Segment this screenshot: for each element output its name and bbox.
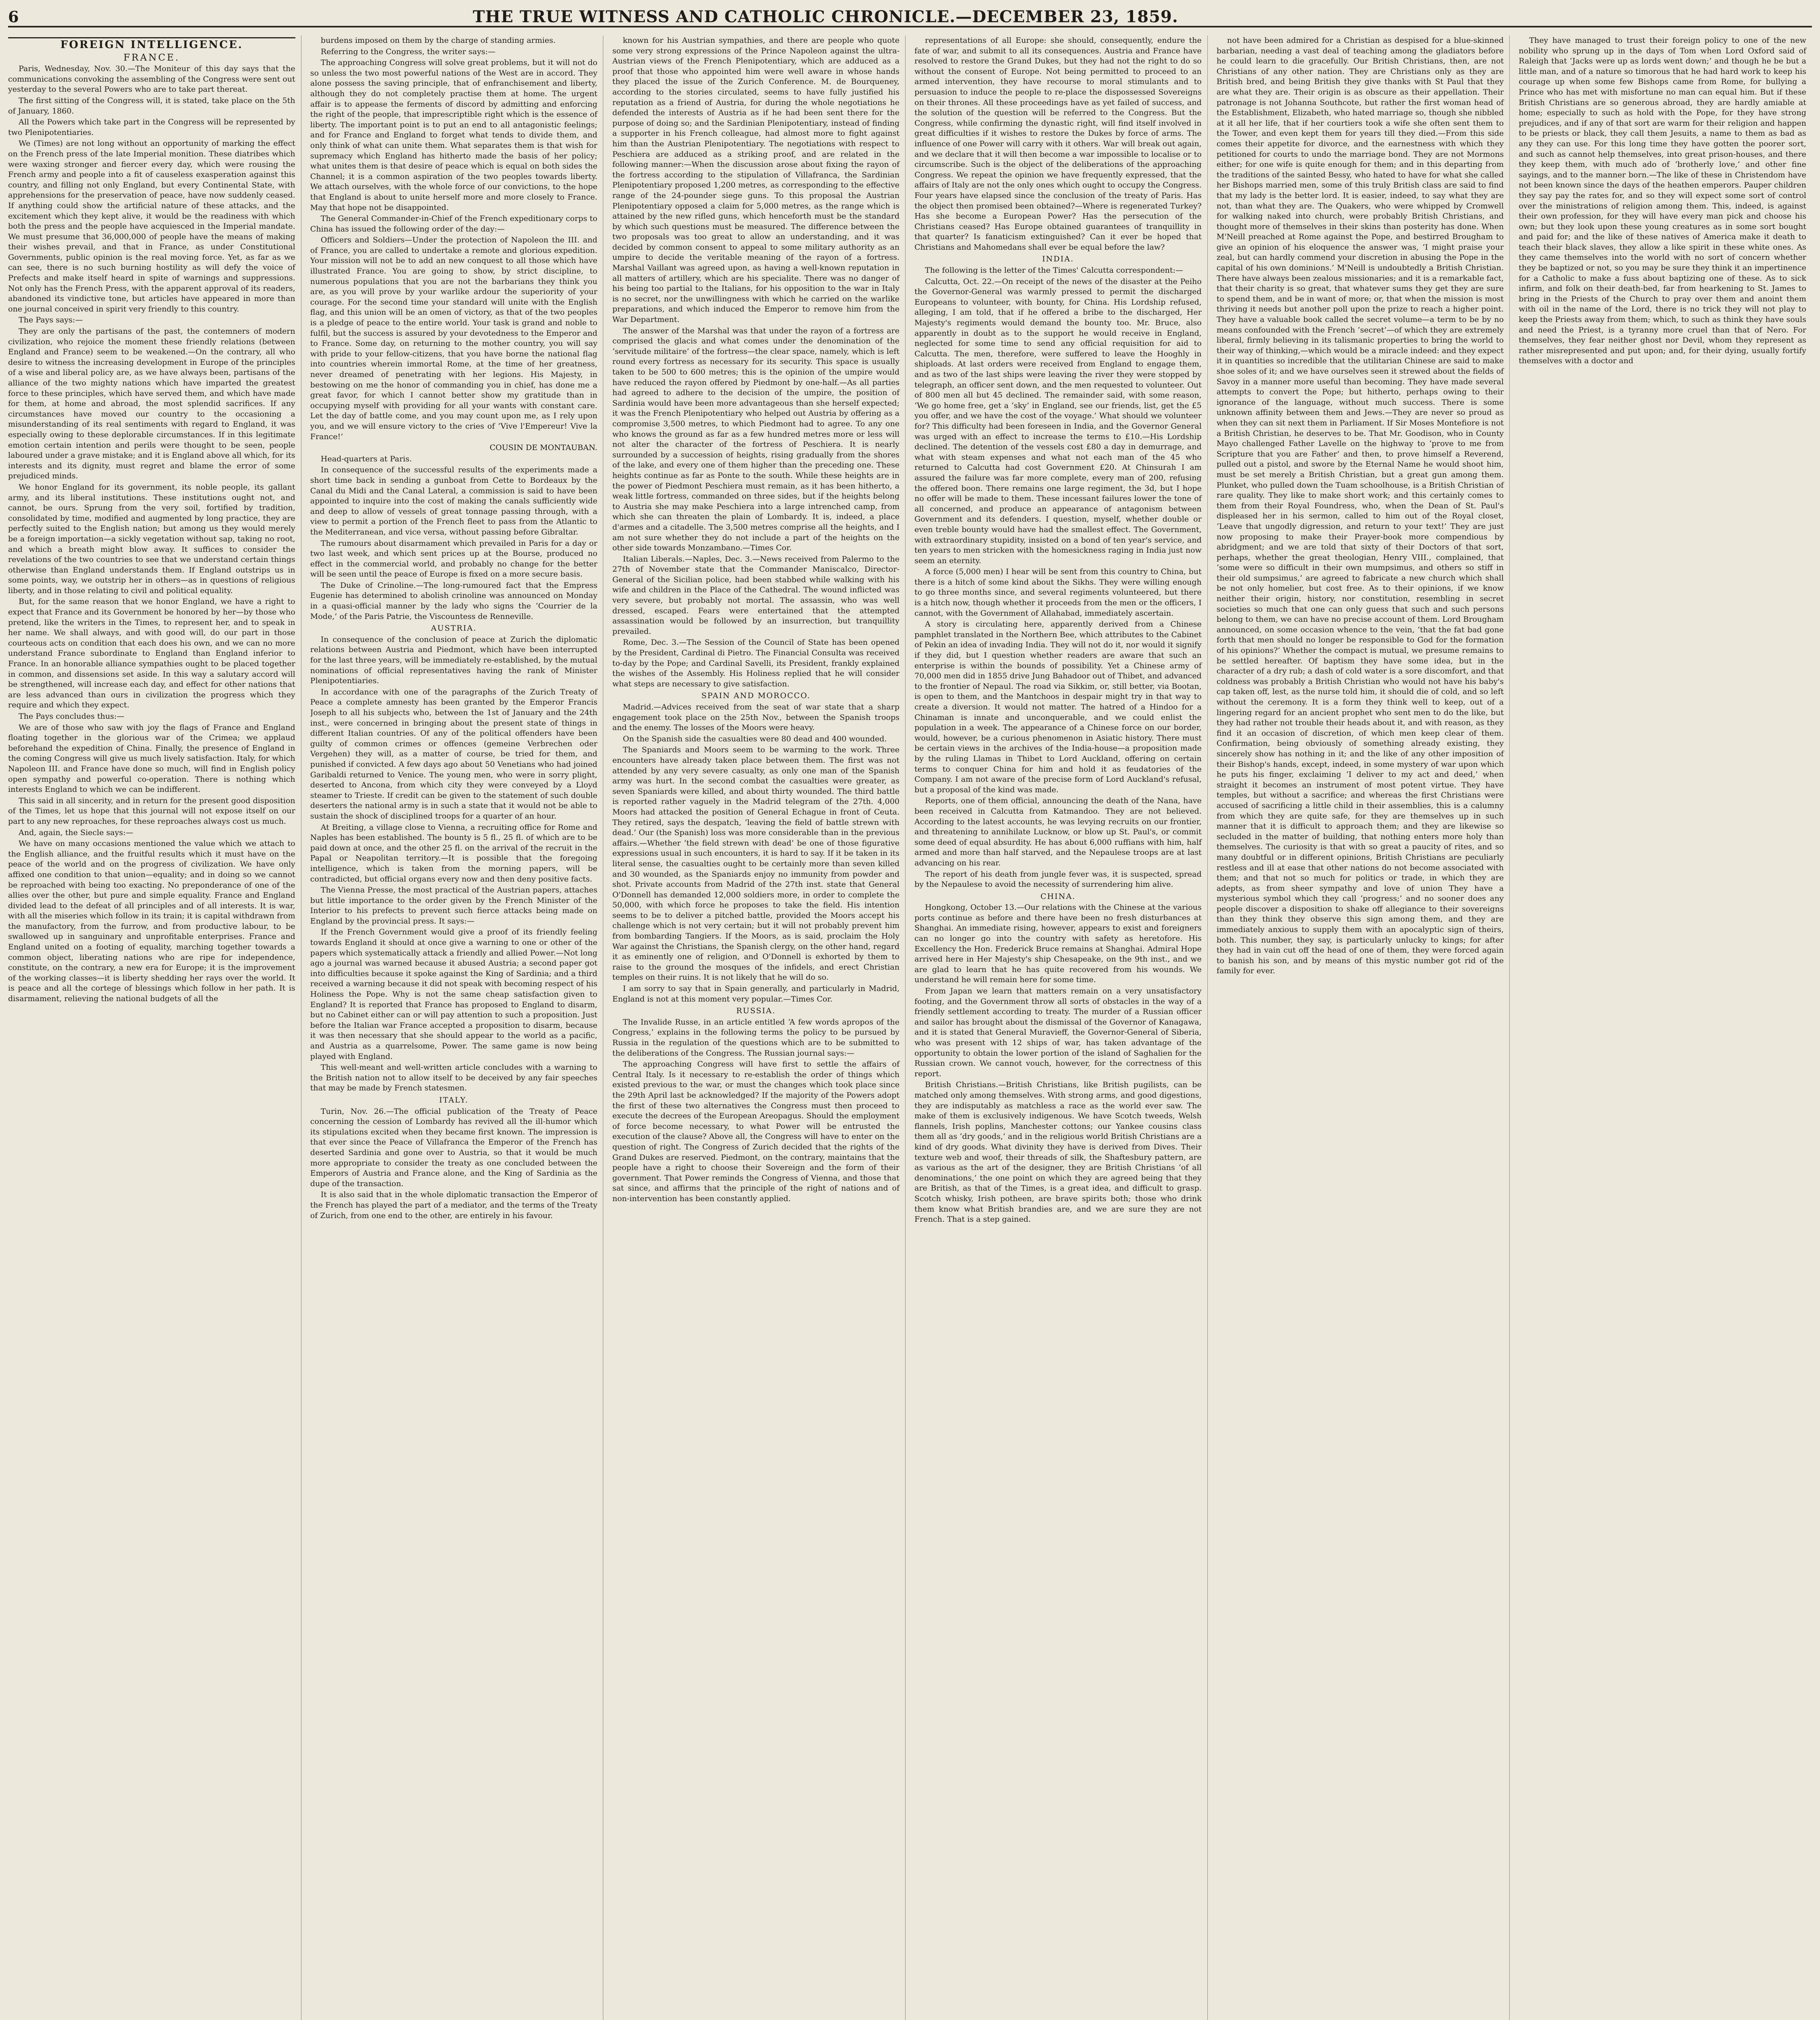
article-paragraph: We are of those who saw with joy the flags of France and England floating together in the glorious war of the Crimea; we applaud beforehand the expedition of China. Finally, the presence of England in the coming Congress will give us much lively satisfaction. Italy, for which Napoleon III. and France have done so much, will find in English policy open sympathy and powerful co-operation. There is nothing which interests England to which we can be indifferent.	[8, 723, 295, 794]
article-paragraph: I am sorry to say that in Spain generally, and particularly in Madrid, England is not at this moment very popular.—Times Cor.	[612, 984, 899, 1004]
article-paragraph: They have managed to trust their foreign policy to one of the new nobility who sprung up in the days of Tom when Lord Oxford said of Raleigh that ‘Jacks were up as lords went down;’ and though he be but a little man, and of a nature so timorous that he had hard work to keep his courage up when some few Bishops came from Rome, for bullying a Prince who has met with misfortune no man can equal him. But if these British Christians are so generous abroad, they are hardly amiable at home; especially to such as hold with the Pope, for they have strong prejudices, and if any of that sort are warm for their religion and happen to be priests or black, they call them Jesuits, a name to them as bad as any they can use. For this long time they have gotten the poorer sort, and such as cannot help themselves, into great prison-houses, and there they keep them, with much ado of ‘brotherly love,’ and other fine sayings, and to the manner born.—The like of these in Christendom have not been known since the days of the heathen emperors. Pauper children they say pay the rates for, and so they will expect some sort of control over the ministrations of religion among them. This, indeed, is against their own profession, for they will have every man pick and choose his own; but they look upon these young creatures as in some sort bought and paid for; and the like of these natives of America make it death to teach their black slaves, they allow a like spirit in these white ones. As they came themselves into the world with no sort of concern whether they be baptized or not, so you may be sure they think it an impertinence for a Catholic to make a fuss about baptizing one of these. As to sick infirm, and folk on their death-bed, far from hearkening to St. James to bring in the Priests of the Church to pray over them and anoint them with oil in the name of the Lord, there is no trick they will not play to keep the Priests away from them; which, to such as think they have souls and need the Priest, is a tyranny more cruel than that of Nero. For themselves, they fear neither ghost nor Devil, whom they represent as rather misrepresented and put upon; and, for their dying, usually fortify themselves with a doctor and	[1519, 36, 1806, 366]
subheading: AUSTRIA.	[431, 624, 477, 633]
column-4	[914, 36, 1208, 2020]
article-paragraph: The General Commander-in-Chief of the French expeditionary corps to China has issued the following order of the day:—	[310, 214, 598, 234]
article-paragraph: The Pays concludes thus:—	[19, 712, 124, 721]
subheading: SPAIN AND MOROCCO.	[701, 691, 811, 701]
article-paragraph: Reports, one of them official, announcing the death of the Nana, have been received in Calcutta from Katmandoo. They are not believed. According to the latest accounts, he was levying recruits on our frontier, and threatening to annihilate Lucknow, or blow up St. Paul's, or commit some deed of equal absurdity. He has about 6,000 ruffians with him, half armed and more than half starved, and the Nepaulese troops are at last advancing on his rear.	[914, 796, 1202, 867]
article-paragraph: The report of his death from jungle fever was, it is suspected, spread by the Nepaulese to avoid the necessity of surrendering him alive.	[914, 869, 1202, 889]
article-paragraph: COUSIN DE MONTAUBAN.	[489, 443, 598, 452]
page-header	[8, 7, 1812, 27]
article-paragraph: Head-quarters at Paris.	[320, 454, 412, 463]
article-paragraph: But, for the same reason that we honor England, we have a right to expect that France and its Government be honored by her—by those who pretend, like the writers in the Times, to represent her, and to speak in her name. We shall always, and with good will, do our part in those courteous acts on condition that each does his own, and we can no more understand France subordinate to England than England inferior to France. In an honorable alliance sympathies ought to be placed together in common, and dissensions set aside. In this way a salutary accord will be strengthened, will increase each day, and effect for other nations that are less advanced than ours in civilization the progress which they require and which they expect.	[8, 597, 295, 710]
article-paragraph: Madrid.—Advices received from the seat of war state that a sharp engagement took place on the 25th Nov., between the Spanish troops and the enemy. The losses of the Moors were heavy.	[612, 703, 899, 732]
article-paragraph: The answer of the Marshal was that under the rayon of a fortress are comprised the glacis and what comes under the denomination of the ‘servitude militaire’ of the fortress—the clear space, namely, which is left round every fortress as necessary for its security. This space is usually taken to be 500 to 600 metres; this is the opinion of the umpire would have reduced the rayon offered by Piedmont by one-half.—As all parties had agreed to adhere to the decision of the umpire, the position of Sardinia would have been more advantageous than she herself expected; it was the French Plenipotentiary who helped out Austria by offering as a compromise 3,500 metres, to which Piedmont had to agree. To any one who knows the ground as far as a few hundred metres more or less will not alter the character of the fortress of Peschiera. It is nearly surrounded by a succession of heights, rising gradually from the shores of the lake, and every one of them higher than the preceding one. These heights continue as far as Ponte to the south. While these heights are in the power of Piedmont Peschiera must remain, as it has been hitherto, a weak little fortress, commanded on three sides, but if the heights belong to Austria she may make Peschiera into a large intrenched camp, from which she can threaten the plain of Lombardy. It is, indeed, a place d'armes and a citadelle. The 3,500 metres comprise all the heights, and I am not sure whether they do not include a part of the heights on the other side towards Monzambano.—Times Cor.	[612, 326, 899, 553]
article-paragraph: All the Powers which take part in the Congress will be represented by two Plenipotentiaries.	[8, 118, 295, 137]
columns	[8, 36, 1812, 2020]
page-number: 6	[8, 7, 19, 26]
article-paragraph: Officers and Soldiers—Under the protection of Napoleon the III. and of France, you are called to undertake a remote and glorious expedition. Your mission will not be to add an new conquest to all those which have illustrated France. You are going to show, by strict discipline, to numerous populations that you are not the barbarians they think you are, as you will prove by your warlike ardour the superiority of your courage. For the second time your standard will unite with the English flag, and this union will be an omen of victory, as that of the two peoples is a pledge of peace to the entire world. Your task is grand and noble to fulfil, but the success is assured by your devotedness to the Emperor and to France. Some day, on returning to the mother country, you will say with pride to your fellow-citizens, that you have borne the national flag into countries wherein immortal Rome, at the time of her greatness, never dreamed of penetrating with her legions. His Majesty, in bestowing on me the honor of commanding you in chief, has done me a great favor, for which I cannot better show my gratitude than in occupying myself with providing for all your wants with constant care. Let the day of battle come, and you may count upon me, as I rely upon you, and we will ensure victory to the cries of ‘Vive l'Empereur! Vive la France!’	[310, 236, 598, 441]
running-title: THE TRUE WITNESS AND CATHOLIC CHRONICLE.—DECEMBER 23, 1859.	[473, 7, 1178, 26]
article-paragraph: If the French Government would give a proof of its friendly feeling towards England it should at once give a warning to one or other of the papers which systematically attack a friendly and allied Power.—Not long ago a journal was warned because it abused Austria; a second paper got into difficulties because it spoke against the King of Sardinia; and a third received a warning because it did not speak with becoming respect of his Holiness the Pope. Why is not the same cheap satisfaction given to England? It is reported that France has proposed to England to disarm, but no Cabinet either can or will pay attention to such a proposition. Just before the Italian war France accepted a proposition to disarm, because it was then necessary that she should appear to the world as a pacific, and Austria as a quarrelsome, Power. The same game is now being played with England.	[310, 928, 598, 1061]
article-paragraph: In consequence of the successful results of the experiments made a short time back in sending a gunboat from Cette to Bordeaux by the Canal du Midi and the Canal Lateral, a commission is said to have been appointed to inquire into the cost of making the canals sufficiently wide and deep to allow of vessels of great tonnage passing through, with a view to permit a portion of the French fleet to pass from the Atlantic to the Mediterranean, and vice versa, without passing before Gibraltar.	[310, 465, 598, 537]
subheading: ITALY.	[439, 1095, 469, 1105]
article-paragraph: A force (5,000 men) I hear will be sent from this country to China, but there is a hitch of some kind about the Sikhs. They were willing enough to go three months since, and several regiments volunteered, but there is a hitch now, though whether it proceeds from the men or the officers, I cannot, with the Government of Allahabad, immediately ascertain.	[914, 567, 1202, 618]
article-paragraph: representations of all Europe: she should, consequently, endure the fate of war, and submit to all its consequences. Austria and France have resolved to restore the Grand Dukes, but they had not the right to do so without the consent of Europe. Not being permitted to proceed to an armed intervention, they have recourse to moral stimulants and to persuasion to induce the people to re-place the dispossessed Sovereigns on their thrones. All these proceedings have as yet failed of success, and the solution of the question will be referred to the Congress. But the Congress, while confirming the dynastic right, will find itself involved in great difficulties if it wishes to restore the Dukes by force of arms. The influence of one Power will carry with it others. War will break out again, and we declare that it will then become a war impossible to localise or to circumscribe. Such is the object of the deliberations of the approaching Congress. We repeat the opinion we have frequently expressed, that the affairs of Italy are not the only ones which ought to occupy the Congress. Four years have elapsed since the conclusion of the treaty of Paris. Has the object then promised been obtained?—Where is regenerated Turkey? Has she become a European Power? Has the persecution of the Christians ceased? Has Europe obtained guarantees of tranquillity in that quarter? Is fanaticism extinguished? Can it ever be hoped that Christians and Mahomedans shall ever be equal before the law?	[914, 36, 1202, 252]
article-paragraph: The Pays says:—	[19, 316, 83, 325]
article-paragraph: known for his Austrian sympathies, and there are people who quote some very strong expressions of the Prince Napoleon against the ultra-Austrian views of the French Plenipotentiary, which are adduced as a proof that those who appointed him were well aware in whose hands they placed the issue of the Zurich Conference. M. de Bourqueney, according to the stories circulated, seems to have fully justified his reputation as a friend of Austria, for during the whole negotiations he defended the interests of Austria as if he had been sent there for the purpose of doing so; and the Sardinian Plenipotentiary, instead of finding a supporter in his French colleague, had almost more to fight against him than the Austrian Plenipotentiary. The negotiations with respect to Peschiera are adduced as a striking proof, and are related in the following manner:—When the discussion arose about fixing the rayon of the fortress according to the stipulation of Villafranca, the Sardinian Plenipotentiary proposed 1,200 metres, as corresponding to the effective range of the 24-pounder siege guns. To this proposal the Austrian Plenipotentiary opposed a claim for 5,000 metres, as the range which is attained by the new rifled guns, which henceforth must be the standard by which such questions must be measured. The difference between the two proposals was too great to allow an understanding, and it was decided by common consent to appeal to some military authority as an umpire to decide the veritable meaning of the rayon of a fortress. Marshal Vaillant was agreed upon, as having a well-known reputation in all matters of artillery, which are his specialite. There was no danger of his being too partial to the Italians, for his opposition to the war in Italy is no secret, nor the unwillingness with which he carried on the warlike preparations, and which induced the Emperor to remove him from the War Department.	[612, 36, 899, 324]
article-paragraph: Calcutta, Oct. 22.—On receipt of the news of the disaster at the Peiho the Governor-General was warmly pressed to permit the discharged Europeans to volunteer, with bounty, for China. His Lordship refused, alleging, I am told, that if he offered a bribe to the discharged, Her Majesty's regiments would demand the bounty too. Mr. Bruce, also apparently in doubt as to the support he would receive in England, neglected for some time to send any official requisition for aid to Calcutta. The men, therefore, were suffered to leave the Hooghly in shiploads. At last orders were received from England to engage them, and as two of the last ships were leaving the river they were stopped by telegraph, an officer sent down, and the men requested to volunteer. Out of 800 men all but 45 declined. The remainder said, with some reason, ‘We go home free, get a ‘sky’ in England, see our friends, list, get the £5 you offer, and we have the cost of the voyage.’ What should we volunteer for? This difficulty had been foreseen in India, and the Governor General was urged with an effect to increase the terms to £10.—His Lordship declined. The detention of the vessels cost £80 a day in demurrage, and what with steam expenses and what not each man of the 45 who returned to Calcutta had cost Government £20. At Chinsurah I am assured the failure was far more complete, every man of 200, refusing the offered boon. There remains one large regiment, the 3d, but I hope no offer will be made to them. These incessant failures lower the tone of all concerned, and produce an appearance of antagonism between Government and its defenders. I question, myself, whether double or even treble bounty would have had the smallest effect. The Government, with extraordinary stupidity, insisted on a bond of ten year's service, and ten years to men stricken with the homesickness raging in India just now seem an eternity.	[914, 277, 1202, 565]
article-paragraph: In consequence of the conclusion of peace at Zurich the diplomatic relations between Austria and Piedmont, which have been interrupted for the last three years, will be immediately re-established, by the mutual nominations of official representatives having the rank of Minister Plenipotentiaries.	[310, 635, 598, 686]
article-paragraph: The Invalide Russe, in an article entitled ‘A few words apropos of the Congress,’ explains in the following terms the policy to be pursued by Russia in the regulation of the questions which are to be submitted to the deliberations of the Congress. The Russian journal says:—	[612, 1017, 899, 1058]
article-paragraph: We honor England for its government, its noble people, its gallant army, and its liberal institutions. These institutions ought not, and cannot, be ours. Sprung from the very soil, fortified by tradition, consolidated by time, modified and augmented by long practice, they are perfectly suited to the English nation; but among us they would merely be a foreign importation—a sickly vegetation without sap, taking no root, and which a breath might blow away. It suffices to consider the revelations of the two countries to see that we understand certain things otherwise than England understands them. If England outstrips us in some points, way, we outstrip her in others—as in questions of religious liberty, and in those relating to civil and political equality.	[8, 482, 295, 595]
article-paragraph: Referring to the Congress, the writer says:—	[320, 47, 496, 56]
article-paragraph: And, again, the Siecle says:—	[19, 828, 133, 837]
article-paragraph: At Breiting, a village close to Vienna, a recruiting office for Rome and Naples has been established. The bounty is 5 fl., 25 fl. of which are to be paid down at once, and the other 25 fl. on the arrival of the recruit in the Papal or Neapolitan territory.—It is possible that the foregoing intelligence, which is taken from the morning papers, will be contradicted, but official organs every now and then deny positive facts.	[310, 823, 598, 884]
article-paragraph: It is also said that in the whole diplomatic transaction the Emperor of the French has played the part of a mediator, and the terms of the Treaty of Zurich, from one end to the other, are entirely in his favour.	[310, 1190, 598, 1220]
column-5	[1217, 36, 1510, 2020]
article-paragraph: From Japan we learn that matters remain on a very unsatisfactory footing, and the Government throw all sorts of obstacles in the way of a friendly settlement according to treaty. The murder of a Russian officer and sailor has brought about the dismissal of the Governor of Kanagawa, and it is stated that General Muravieff, the Governor-General of Siberia, who was present with 12 ships of war, has taken advantage of the opportunity to obtain the lower portion of the island of Saghalien for the Russian crown. We cannot vouch, however, for the correctness of this report.	[914, 987, 1202, 1078]
article-paragraph: The following is the letter of the Times' Calcutta correspondent:—	[925, 266, 1183, 275]
article-paragraph: In accordance with one of the paragraphs of the Zurich Treaty of Peace a complete amnesty has been granted by the Emperor Francis Joseph to all his subjects who, between the 1st of January and the 24th inst., were concerned in bringing about the present state of things in different Italian countries. Of any of the political offenders have been guilty of common crimes or offences (gemeine Verbrechen oder Vergehen) they will, as a matter of course, be tried for them, and punished if convicted. A few days ago about 50 Venetians who had joined Garibaldi returned to Venice. The young men, who were in sorry plight, deserted to Ancona, from which city they were conveyed by a Lloyd steamer to Trieste. If credit can be given to the statement of such double deserters the national army is in such a state that it would not be able to sustain the shock of disciplined troops for a quarter of an hour.	[310, 687, 598, 821]
section-heading: FOREIGN INTELLIGENCE.	[8, 37, 295, 50]
column-6	[1519, 36, 1812, 2020]
article-paragraph: Hongkong, October 13.—Our relations with the Chinese at the various ports continue as before and there have been no fresh disturbances at Shanghai. An immediate rising, however, appears to exist and foreigners can no longer go into the country with safety as heretofore. His Excellency the Hon. Frederick Bruce remains at Shanghai. Admiral Hope arrived here in Her Majesty's ship Chesapeake, on the 9th inst., and we are glad to learn that he has quite recovered from his wounds. We understand he will remain here for some time.	[914, 903, 1202, 985]
article-paragraph: The Spaniards and Moors seem to be warming to the work. Three encounters have already taken place between them. The first was not attended by any very severe casualty, as only one man of the Spanish army was hurt. In the second combat the casualties were greater, as seven Spaniards were killed, and about thirty wounded. The third battle is reported rather vaguely in the Madrid telegram of the 27th. 4,000 Moors had attacked the position of General Echague in front of Ceuta. They retired, says the despatch, ‘leaving the field of battle strewn with dead.’ Our (the Spanish) loss was more considerable than in the previous affairs.—Whether ‘the field strewn with dead’ be one of those figurative expressions usual in such encounters, it is hard to say. If it be taken in its literal sense, the casualties ought to be certainly more than seven killed and 30 wounded, as the Spaniards enjoy no immunity from powder and shot. Private accounts from Madrid of the 27th inst. state that General O'Donnell has demanded 12,000 soldiers more, in order to complete the 50,000, with which force he proposes to take the field. His intention seems to be to deliver a pitched battle, provided the Moors accept his challenge which is not very certain; but it will not probably prevent him from bombarding Tangiers. If the Moors, as is said, proclaim the Holy War against the Christians, the Spanish clergy, on the other hand, regard it as eminently one of religion, and O'Donnell is exhorted by them to raise to the ground the mosques of the infidels, and erect Christian temples on their ruins. It is not likely that he will do so.	[612, 745, 899, 982]
article-paragraph: The rumours about disarmament which prevailed in Paris for a day or two last week, and which sent prices up at the Bourse, produced no effect in the commercial world, and probably no change for the better will be seen until the peace of Europe is fixed on a more secure basis.	[310, 539, 598, 579]
article-paragraph: We (Times) are not long without an opportunity of marking the effect on the French press of the late Imperial monition. These diatribes which were waxing stronger and fiercer every day, which were rousing the French army and people into a fit of causeless exasperation against this country, and filling not only England, but every Continental State, with apprehensions for the preservation of peace, have now suddenly ceased. If anything could show the artificial nature of these attacks, and the excitement which they kept alive, it would be the readiness with which both the press and the people have acquiesced in the Imperial mandate. We must presume that 36,000,000 of people have the means of making their wishes prevail, and that in France, as under Constitutional Governments, public opinion is the real moving force. Yet, as far as we can see, there is no such burning hostility as will defy the voice of Prefects and make itself heard in spite of warnings and suppressions. Not only has the French Press, with the apparent approval of its readers, abandoned its vindictive tone, but articles have appeared in more than one journal conceived in spirit very friendly to this country.	[8, 139, 295, 314]
article-paragraph: The approaching Congress will solve great problems, but it will not do so unless the two most powerful nations of the West are in accord. They alone possess the saving principle, that of enfranchisement and liberty, although they do not completely practise them at home. The urgent affair is to appease the ferments of discord by admitting and enforcing the right of the people, that imprescriptible right which is the essence of liberty. The important point is to put an end to all antagonistic feelings; and for France and England to forget what tends to divide them, and only think of what can unite them. What separates them is that wish for supremacy which England has hitherto made the basis of her policy; what unites them is that desire of peace which is equal on both sides the Channel; it is a common aspiration of the two peoples towards liberty. We attach ourselves, with the whole force of our convictions, to the hope that England is about to unite herself more and more closely to France. May that hope not be disappointed.	[310, 58, 598, 212]
article-paragraph: burdens imposed on them by the charge of standing armies.	[320, 36, 556, 45]
article-paragraph: We have on many occasions mentioned the value which we attach to the English alliance, and the fruitful results which it must have on the peace of the world and on the progress of civilization. We have only affixed one condition to that union—equality; and in doing so we cannot be reproached with being too exacting. No preponderance of one of the allies over the other, but pure and simple equality. France and England divided lead to the defeat of all principles and of all interests. It is war, with all the miseries which follow in its train; it is capital withdrawn from the manufactory, from the furrow, and from productive labour, to be swallowed up in sanguinary and unprofitable enterprises. France and England united on a footing of equality, marching together towards a common object, liberating nations who are ripe for independence, constitute, on the contrary, a new era for Europe; it is the improvement of the working classes—it is liberty shedding her rays over the world. It is peace and all the cortege of blessings which follow in her path. It is disarmament, relieving the national budgets of all the	[8, 839, 295, 1004]
article-paragraph: This well-meant and well-written article concludes with a warning to the British nation not to allow itself to be deceived by any fair speeches that may be made by French statesmen.	[310, 1063, 598, 1093]
article-paragraph: not have been admired for a Christian as despised for a blue-skinned barbarian, needing a vast deal of teaching among the gladiators before he could learn to die gracefully. Our British Christians, then, are not Christians of any other nation. They are Christians only as they are British bred, and being British they give thanks with St Paul that they are what they are. Their origin is as obscure as their appellation. Their patronage is not Johanna Southcote, but rather the first woman head of the Establishment, Elizabeth, who hated marriage so, though she nibbled at it all her life, that if her courtiers took a wife she often sent them to the Tower, and even kept them for years till they died.—From this side comes their appetite for divorce, and the earnestness with which they petitioned for courts to undo the marriage bond. They are not Mormons either; for one wife is quite enough for them; and in this departing from the traditions of the sainted Bessy, who hated to have for what she called her Bishops married men, some of this truly British class are said to find that my lady is the better lord. It is easier, indeed, to say what they are not, than what they are. The Quakers, who were whipped by Cromwell for walking naked into church, were probably British Christians, and thought more of themselves in their skins than posterity has done. When M'Neill preached at Rome against the Pope, and bestirred Brougham to give an opinion of his eloquence the answer was, ‘I might praise your zeal, but can hardly commend your discretion in abusing the Pope in the capital of his own dominions.’ M'Neill is undoubtedly a British Christian. There have always been zealous missionaries; and it is a remarkable fact, that their charity is so great, that whatever sums they get they are sure to spend them, and be in want of more; or, that when the mission is most thriving it needs but another poll upon the prize to reach a higher point. They have a valuable book called the secret volume—a term to be by no means confounded with the French ‘secret’—of which they are extremely liberal, firmly believing in its talismanic properties to bring the world to their way of thinking,—which would be a miracle indeed: and they expect it in quantities so incredible that the utilitarian Chinese are said to make shoe soles of it; and we have ourselves seen it strewed about the fields of Savoy in a manner more useful than becoming. They have made several attempts to convert the Pope; but hitherto, perhaps owing to their ignorance of the language, without much success. There is some unknown affinity between them and Jews.—They are never so proud as when they can sit next them in Parliament. If Sir Moses Montefiore is not a British Christian, he deserves to be. That Mr. Goodison, who in County Mayo challenged Father Lavelle on the highway to ‘prove to me from Scripture that you are Father’ and then, to prove himself a Reverend, pulled out a pistol, and swore by the Eternal Name he would shoot him, must be set merely a British Christian, but a great gun among them. Plunket, who pulled down the Tuam schoolhouse, is a British Christian of rare quality. They like to make short work; and this certainly comes to them from their Royal Foundress, who, when the Dean of St. Paul's displeased her in his sermon, called to him out of the Royal closet, ‘Leave that ungodly digression, and return to your text!’ They are just now proposing to make their Prayer-book more compendious by abridgment; and we are told that sixty of their Doctors of that sort, perhaps, whether the great theologian, Henry VIII., complained, that ‘some were so difficult in their own mumpsimus, and others so stiff in their old sumpsimus,’ are agreed to fabricate a new church which shall be not only homelier, but cost free. As to their opinions, if we know neither their origin, history, nor constitution, resembling in secret societies so much that one can only guess that such and such persons belong to them, we can have no precise account of them. Lord Brougham announced, on some occasion whence to the vein, ‘that the fat bad gone forth that men should no longer be responsible to God for the formation of his opinions?’ Whether the compact is mutual, we presume remains to be settled hereafter. Of baptism they have some idea, but in the character of a dry rub; a dash of cold water is a sore discomfort, and that coldness was probably a British Christian who would not have his baby's cap taken off, lest, as the nurse told him, it should die of cold, and so left without the ceremony. It is a form they think well to keep, out of a lingering regard for an ancient prophet who sent men to do the like, but they had rather not trouble their heads about it, and with reason, as they find it an occasion of discretion, of which men keep clear of them. Confirmation, being obviously of something already existing, they sincerely show has nothing in it; and the like of any other imposition of their Bishop's hands, except, indeed, in some mystery of war upon which he puts his finger, exclaiming ‘I deliver to my act and deed,’ when straight it becomes an instrument of most potent virtue. They have temples, but without a sacrifice; and whereas the first Christians were accused of sacrificing a little child in their assemblies, this is a calumny from which they are quite safe, for they are themselves up in such manner that it is difficult to approach them; and they are likewise so secluded in the matter of building, that nothing enters more holy than themselves. The curiosity is that with so great a paucity of rites, and so many doubtful or in different opinions, British Christians are peculiarly restless and ill at ease that other nations do not become associated with them; and that not so much for politics or trade, in which they are adepts, as from sheer sympathy and love of union They have a mysterious symbol which they call ‘progress;’ and no sooner does any people discover a disposition to shake off allegiance to their sovereigns than they think they observe this sign among them, and they are immediately anxious to supply them with an apocalyptic sign of theirs, both. This number, they say, is particularly unlucky to kings; for after they had in vain cut off the head of one of them, they were forced again to banish his son, and by means of this mystic number got rid of the family for ever.	[1216, 36, 1504, 976]
subheading: FRANCE.	[123, 52, 180, 63]
subheading: RUSSIA.	[736, 1006, 776, 1016]
article-paragraph: A story is circulating here, apparently derived from a Chinese pamphlet translated in the Northern Bee, which attributes to the Cabinet of Pekin an idea of invading India. They will not do it, nor would it signify if they did, but I question whether readers are aware that such an enterprise is within the bounds of possibility. Yet a Chinese army of 70,000 men did in 1855 drive Jung Bahadoor out of Thibet, and advanced to the frontier of Nepaul. The road via Sikkim, or, still better, via Bootan, is open to them, and the Mantchoos in despair might try in that way to create a diversion. It would not matter. The hatred of a Hindoo for a Chinaman is innate and unconquerable, and we could enlist the population in a week. The appearance of a Chinese force on our border, would, however, be a curious phenomenon in Asiatic history. There must be certain views in the archives of the India-house—a proposition made by the ruling Llamas in Thibet to Lord Auckland, offering on certain terms to conquer China for him and hold it as feudatories of the Company. I am not aware of the precise form of Lord Auckland's refusal, but a proposal of the kind was made.	[914, 620, 1202, 794]
column-3	[612, 36, 906, 2020]
column-1	[8, 36, 301, 2020]
article-paragraph: Paris, Wednesday, Nov. 30.—The Moniteur of this day says that the communications convoking the assembling of the Congress were sent out yesterday to the several Powers who are to take part thereat.	[8, 64, 295, 94]
article-paragraph: The approaching Congress will have first to settle the affairs of Central Italy. Is it necessary to re-establish the order of things which existed previous to the war, or must the changes which took place since the 29th April last be acknowledged? If the majority of the Powers adopt the first of these two alternatives the Congress must then proceed to execute the decrees of the European Areopagus. Should the employment of force become necessary, to what Power will be entrusted the execution of the clause? Above all, the Congress will have to enter on the question of right. The Congress of Zurich decided that the rights of the Grand Dukes are reserved. Piedmont, on the contrary, maintains that the people have a right to choose their Sovereign and the form of their government. That Power reminds the Congress of Vienna, and those that sat since, and affirms that the principle of the right of nations and of non-intervention has been constantly applied.	[612, 1060, 899, 1203]
subheading: CHINA.	[1040, 892, 1076, 901]
article-paragraph: Turin, Nov. 26.—The official publication of the Treaty of Peace concerning the cession of Lombardy has revived all the ill-humor which its stipulations excited when they became first known. The impression is that ever since the Peace of Villafranca the Emperor of the French has deserted Sardinia and gone over to Austria, so that it would be much more appropriate to consider the treaty as one concluded between the Emperors of Austria and France alone, and the King of Sardinia as the dupe of the transaction.	[310, 1107, 598, 1188]
article-paragraph: On the Spanish side the casualties were 80 dead and 400 wounded.	[623, 734, 887, 743]
article-paragraph: The first sitting of the Congress will, it is stated, take place on the 5th of January, 1860.	[8, 96, 295, 116]
column-2	[310, 36, 604, 2020]
article-paragraph: The Vienna Presse, the most practical of the Austrian papers, attaches but little importance to the order given by the French Minister of the Interior to his prefects to prevent such fierce attacks being made on England by the provincial press. It says:—	[310, 886, 598, 926]
subheading: INDIA.	[1042, 255, 1074, 264]
article-paragraph: Italian Liberals.—Naples, Dec. 3.—News received from Palermo to the 27th of November state that the Commander Maniscalco, Director-General of the Sicilian police, had been stabbed while walking with his wife and children in the Place of the Cathedral. The wound inflicted was very severe, but probably not mortal. The assassin, who was well dressed, escaped. Fears were entertained that the attempted assassination would be followed by an insurrection, but tranquillity prevailed.	[612, 554, 899, 636]
article-paragraph: The Duke of Crinoline.—The long-rumoured fact that the Empress Eugenie has determined to abolish crinoline was announced on Monday in a quasi-official manner by the lady who signs the ‘Courrier de la Mode,’ of the Paris Patrie, the Viscountess de Renneville.	[310, 581, 598, 621]
article-paragraph: They are only the partisans of the past, the contemners of modern civilization, who rejoice the moment these friendly relations (between England and France) seem to be weakened.—On the contrary, all who desire to witness the increasing development in Europe of the principles of a wise and liberal policy are, as we have always been, partisans of the alliance of the two mighty nations which have imparted the greatest force to these principles, which have served them, and which have made for them, at home and abroad, the most splendid sacrifices. If any circumstances have moved our country to the occasioning a misunderstanding of its real sentiments with regard to England, it was especially owing to these deplorable circumstances. If in this legitimate emotion certain intention and perils were thought to be seen, people laboured under a grave mistake; and it is England above all which, for its interests and its dignity, must regret and blame the error of some prejudiced minds.	[8, 327, 295, 481]
article-paragraph: This said in all sincerity, and in return for the present good disposition of the Times, let us hope that this journal will not expose itself on our part to any new reproaches, for these reproaches always cost us much.	[8, 796, 295, 826]
article-paragraph: British Christians.—British Christians, like British pugilists, can be matched only among themselves. With strong arms, and good digestions, they are indisputably as matchless a race as the world ever saw. The make of them is exclusively indigenous. We have Scotch tweeds, Welsh flannels, Irish poplins, Manchester cottons; our Yankee cousins class them all as ‘dry goods,’ and in the religious world British Christians are a kind of dry goods. What divinity they have is derived from Dives. Their texture web and woof, their threads of silk, the Shaftesbury pattern, are as various as the art of the designer, they are British Christians ‘of all denominations,’ the one point on which they are agreed being that they are British, as that of the Times, is a great idea, and difficult to grasp. Scotch whisky, Irish potheen, are brave spirits both; those who drink them know what British brandies are, and we are sure they are not French. That is a step gained.	[914, 1080, 1202, 1224]
article-paragraph: Rome, Dec. 3.—The Session of the Council of State has been opened by the President, Cardinal di Pietro. The Financial Consulta was received to-day by the Pope; and Cardinal Savelli, its President, frankly explained the wishes of the Assembly. His Holiness replied that he will consider what steps are necessary to give satisfaction.	[612, 638, 899, 688]
